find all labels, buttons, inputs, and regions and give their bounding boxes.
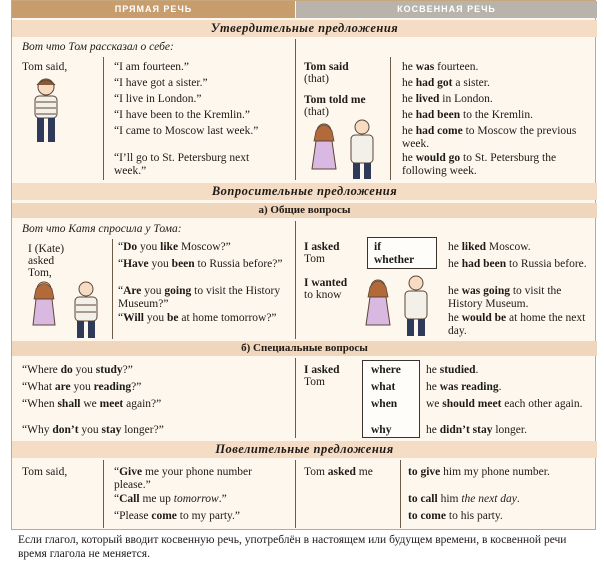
direct-question: “What are you reading?” [22,381,142,393]
direct-sentence: “I have got a sister.” [114,77,208,89]
kate-asked-label: Tom, [28,267,52,279]
i-wanted-label: I wanted [304,277,348,289]
tom-told-me: Tom told me [304,94,366,106]
indirect-question: he had been to Russia before. [448,258,587,270]
subsection-general-questions: а) Общие вопросы [12,203,597,218]
divider [295,358,296,438]
section-title-affirmative: Утвердительные предложения [12,20,597,37]
divider [295,221,296,339]
divider [295,39,296,180]
section-title-questions: Вопросительные предложения [12,183,597,200]
tom-said-right: Tom said [304,61,349,73]
that-label: (that) [304,73,329,85]
tom-said-label: Tom said, [22,61,68,73]
indirect-sentence: he was fourteen. [402,61,479,73]
indirect-question: he studied. [426,364,479,376]
reported-speech-table [11,0,596,530]
direct-command: “Please come to my party.” [114,510,241,522]
divider [295,460,296,528]
section-title-imperative: Повелительные предложения [12,441,597,458]
direct-question: “When shall we meet again?” [22,398,162,410]
direct-command: “Call me up tomorrow.” [114,493,227,505]
intro-tom-told: Вот что Том рассказал о себе: [22,41,174,53]
divider [390,57,391,180]
tense-rule-note: Если глагол, который вводит косвенную речь, употреблён в настоящем или будущем времени, в косвенной речи время глагола не меняется. [18,534,567,560]
question-word: why [371,424,392,436]
indirect-question: we should meet each other again. [426,398,583,410]
girl-and-boy-talking-icon [362,275,438,337]
indirect-question: he didn’t stay longer. [426,424,527,436]
direct-command: “Give me your phone number please.” [114,466,252,491]
direct-question: “Are you going to visit the History Museum?” [118,285,281,310]
kate-and-tom-icon [24,279,110,339]
tom-said-label: Tom said, [22,466,68,478]
header-indirect-speech: КОСВЕННАЯ РЕЧЬ [296,1,597,18]
direct-sentence: “I have been to the Kremlin.” [114,109,251,121]
indirect-command: to call him the next day. [408,493,520,505]
indirect-question: he would be at home the next day. [448,312,586,337]
divider [103,57,104,180]
i-asked-label: I asked [304,364,340,376]
kate-asked-label: I (Kate) [28,243,65,255]
header-direct-speech: ПРЯМАЯ РЕЧЬ [12,1,295,18]
indirect-sentence: he would go to St. Petersburg the following week. [402,152,557,177]
kate-asked-label: asked [28,255,55,267]
divider [400,460,401,528]
i-asked-label: I asked [304,241,340,253]
indirect-sentence: he had got a sister. [402,77,490,89]
indirect-sentence: he had been to the Kremlin. [402,109,533,121]
boy-figure-icon [24,75,68,145]
divider [112,239,113,339]
question-word-box [362,360,420,438]
direct-question: “Where do you study?” [22,364,133,376]
girl-and-boy-talking-icon [304,119,384,179]
indirect-question: he was going to visit the History Museum. [448,285,562,310]
indirect-question: he was reading. [426,381,502,393]
tom-label: Tom [304,253,325,265]
to-know-label: to know [304,289,342,301]
question-word: what [371,381,396,393]
conjunction-box [367,237,437,269]
direct-sentence: “I’ll go to St. Petersburg next week.” [114,152,250,177]
divider [103,460,104,528]
indirect-question: he liked Moscow. [448,241,531,253]
direct-sentence: “I am fourteen.” [114,61,190,73]
direct-question: “Will you be at home tomorrow?” [118,312,277,324]
direct-question: “Do you like Moscow?” [118,241,231,253]
direct-question: “Why don’t you stay longer?” [22,424,164,436]
indirect-command: to give him my phone number. [408,466,550,478]
tom-asked-me: Tom asked me [304,466,373,478]
question-word: where [371,364,401,376]
indirect-sentence: he lived in London. [402,93,493,105]
that-label: (that) [304,106,329,118]
subsection-special-questions: б) Специальные вопросы [12,341,597,356]
indirect-sentence: he had come to Moscow the previous week. [402,125,577,150]
direct-sentence: “I live in London.” [114,93,202,105]
intro-kate-asked: Вот что Катя спросила у Тома: [22,223,182,235]
indirect-command: to come to his party. [408,510,503,522]
question-word: when [371,398,398,410]
direct-question: “Have you been to Russia before?” [118,258,283,270]
tom-label: Tom [304,376,325,388]
conjunction-whether: whether [374,254,415,266]
direct-sentence: “I came to Moscow last week.” [114,125,259,137]
conjunction-if: if [374,241,382,253]
